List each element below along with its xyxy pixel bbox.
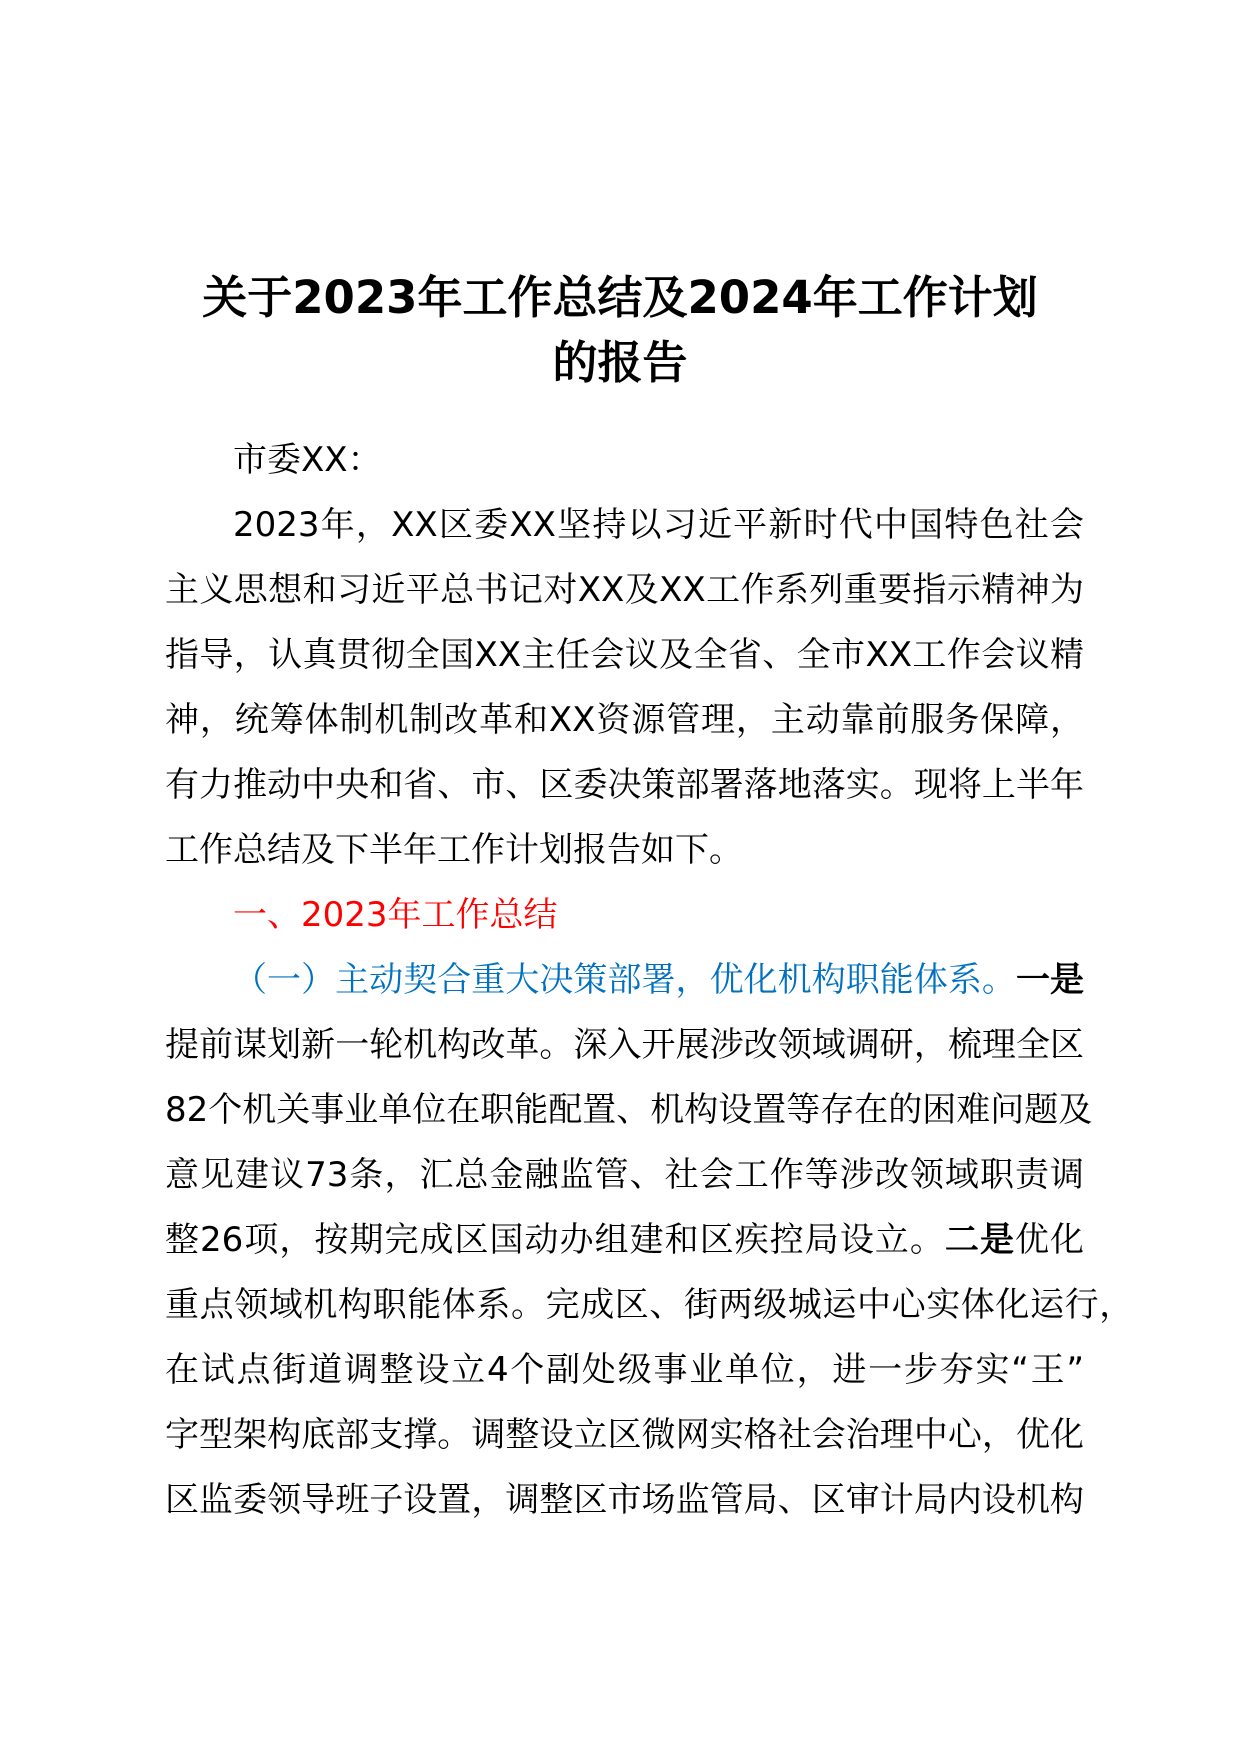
body-line: 字型架构底部支撑。调整设立区微网实格社会治理中心，优化: [165, 1415, 1084, 1455]
intro-line: 有力推动中央和省、市、区委决策部署落地落实。现将上半年: [165, 765, 1084, 805]
body-line: [165, 1208, 1084, 1273]
intro-line: 神，统筹体制机制改革和XX资源管理，主动靠前服务保障，: [165, 700, 1084, 740]
title-line-2: 的报告: [552, 336, 688, 389]
body-line: 重点领域机构职能体系。完成区、街两级城运中心实体化运行，: [165, 1285, 1134, 1325]
lead-bold: 一是: [1015, 960, 1085, 1000]
intro-line: 2023年，XX区委XX坚持以习近平新时代中国特色社会: [233, 505, 1084, 545]
body-text: 优化: [1014, 1220, 1085, 1260]
salutation: 市委XX：: [233, 440, 382, 480]
body-line: 在试点街道调整设立4个副处级事业单位，进一步夯实“王”: [165, 1350, 1084, 1390]
subsection-heading: （一）主动契合重大决策部署，优化机构职能体系。: [233, 960, 1016, 1000]
document-title: [0, 265, 1240, 395]
body-line: 意见建议73条，汇总金融监管、社会工作等涉改领域职责调: [165, 1155, 1084, 1195]
body-line: 82个机关事业单位在职能配置、机构设置等存在的困难问题及: [165, 1090, 1093, 1130]
body-text: 整26项，按期完成区国动办组建和区疾控局设立。: [165, 1220, 945, 1260]
second-point-bold: 二是: [944, 1220, 1015, 1260]
intro-line: 指导，认真贯彻全国XX主任会议及全省、全市XX工作会议精: [165, 635, 1084, 675]
title-line-1: 关于2023年工作总结及2024年工作计划: [202, 271, 1038, 324]
intro-line: 主义思想和习近平总书记对XX及XX工作系列重要指示精神为: [165, 570, 1084, 610]
body-line: 区监委领导班子设置，调整区市场监管局、区审计局内设机构: [165, 1480, 1084, 1520]
subsection-line: [165, 948, 1084, 1013]
body-line: 提前谋划新一轮机构改革。深入开展涉改领域调研，梳理全区: [165, 1025, 1084, 1065]
section-heading: 一、2023年工作总结: [233, 895, 558, 935]
intro-line: 工作总结及下半年工作计划报告如下。: [165, 830, 743, 870]
document-body: [165, 428, 1134, 1533]
